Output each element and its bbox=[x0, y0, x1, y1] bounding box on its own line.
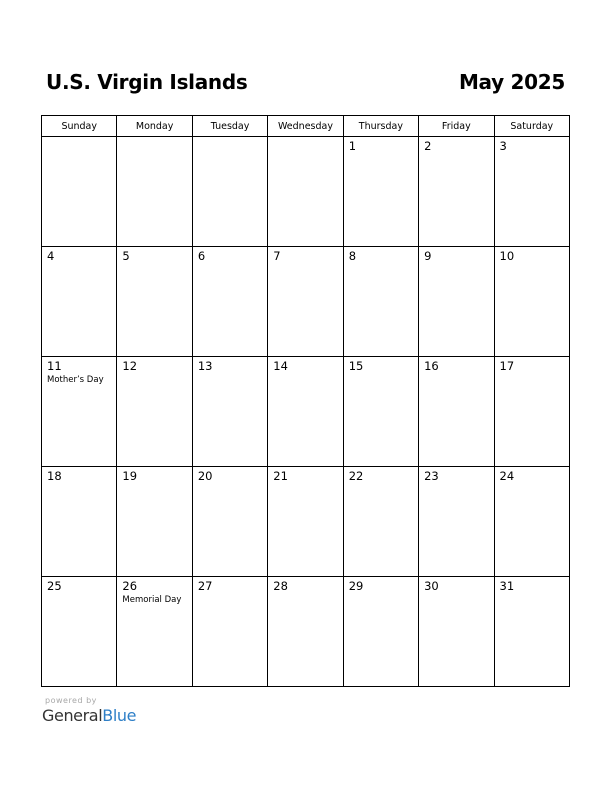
powered-by-label: powered by bbox=[45, 696, 97, 705]
day-number: 29 bbox=[348, 579, 364, 593]
day-cell bbox=[494, 357, 569, 467]
day-cell bbox=[419, 137, 494, 247]
day-number: 12 bbox=[122, 359, 138, 373]
day-cell bbox=[268, 357, 343, 467]
day-cell bbox=[268, 467, 343, 577]
brand-name-blue: Blue bbox=[102, 706, 137, 725]
month-title: May 2025 bbox=[458, 70, 565, 94]
day-number: 28 bbox=[273, 579, 288, 593]
day-cell bbox=[192, 247, 267, 357]
day-cell bbox=[343, 247, 418, 357]
day-number: 4 bbox=[47, 249, 55, 263]
day-number: 31 bbox=[499, 579, 515, 593]
day-cell bbox=[494, 577, 569, 687]
day-number: 23 bbox=[424, 469, 439, 483]
day-number: 13 bbox=[197, 359, 213, 373]
holiday-label: Memorial Day bbox=[122, 595, 182, 605]
day-cell bbox=[42, 577, 117, 687]
day-cell bbox=[494, 467, 569, 577]
day-number: 22 bbox=[348, 469, 364, 483]
day-number bbox=[268, 137, 342, 140]
day-number: 11 bbox=[47, 359, 62, 373]
day-cell bbox=[419, 577, 494, 687]
day-number: 9 bbox=[424, 249, 432, 263]
day-number: 8 bbox=[348, 249, 357, 263]
day-number: 3 bbox=[499, 139, 507, 153]
day-number: 2 bbox=[424, 139, 432, 153]
day-number: 17 bbox=[499, 359, 515, 373]
day-cell bbox=[117, 247, 192, 357]
weekday-header: Monday bbox=[117, 116, 192, 137]
day-number: 14 bbox=[273, 359, 288, 373]
day-cell bbox=[117, 467, 192, 577]
week-row bbox=[42, 357, 570, 467]
weekday-header: Sunday bbox=[42, 116, 117, 137]
week-row bbox=[42, 577, 570, 687]
day-cell bbox=[343, 467, 418, 577]
brand-logo bbox=[42, 706, 136, 726]
day-cell bbox=[42, 357, 117, 467]
day-cell bbox=[42, 247, 117, 357]
weekday-header: Tuesday bbox=[192, 116, 267, 137]
day-number: 24 bbox=[499, 469, 515, 483]
weekday-header: Thursday bbox=[343, 116, 418, 137]
day-cell bbox=[343, 137, 418, 247]
day-cell bbox=[268, 137, 343, 247]
day-cell bbox=[419, 357, 494, 467]
weekday-header: Friday bbox=[419, 116, 494, 137]
day-cell bbox=[42, 137, 117, 247]
day-cell bbox=[494, 247, 569, 357]
day-cell bbox=[343, 577, 418, 687]
day-cell bbox=[192, 137, 267, 247]
day-number: 27 bbox=[197, 579, 213, 593]
day-cell bbox=[419, 467, 494, 577]
day-cell bbox=[268, 577, 343, 687]
day-number: 16 bbox=[424, 359, 439, 373]
brand-name-general: General bbox=[42, 706, 103, 725]
day-number: 6 bbox=[197, 249, 206, 263]
weekday-header: Saturday bbox=[494, 116, 569, 137]
day-number: 30 bbox=[424, 579, 439, 593]
day-number: 10 bbox=[499, 249, 515, 263]
day-cell bbox=[192, 577, 267, 687]
day-number: 5 bbox=[122, 249, 130, 263]
day-cell bbox=[343, 357, 418, 467]
day-cell bbox=[192, 467, 267, 577]
day-number: 7 bbox=[273, 249, 281, 263]
day-number: 1 bbox=[348, 139, 357, 153]
day-number: 26 bbox=[122, 579, 138, 593]
day-number bbox=[117, 137, 191, 140]
day-cell bbox=[419, 247, 494, 357]
calendar-grid bbox=[41, 115, 570, 687]
day-number: 18 bbox=[47, 469, 62, 483]
day-cell bbox=[268, 247, 343, 357]
day-cell bbox=[117, 137, 192, 247]
weekday-header: Wednesday bbox=[268, 116, 343, 137]
day-number: 19 bbox=[122, 469, 138, 483]
day-number: 20 bbox=[197, 469, 213, 483]
day-cell bbox=[42, 467, 117, 577]
weekday-header-row bbox=[42, 116, 570, 137]
day-number bbox=[193, 137, 267, 140]
day-cell bbox=[117, 577, 192, 687]
page-title: U.S. Virgin Islands bbox=[46, 70, 248, 94]
day-number: 15 bbox=[348, 359, 364, 373]
day-number: 25 bbox=[47, 579, 62, 593]
day-cell bbox=[494, 137, 569, 247]
footer-branding bbox=[42, 696, 136, 726]
week-row bbox=[42, 247, 570, 357]
day-number bbox=[42, 137, 116, 140]
week-row bbox=[42, 137, 570, 247]
week-row bbox=[42, 467, 570, 577]
holiday-label: Mother’s Day bbox=[47, 375, 104, 385]
day-cell bbox=[117, 357, 192, 467]
day-cell bbox=[192, 357, 267, 467]
day-number: 21 bbox=[273, 469, 288, 483]
